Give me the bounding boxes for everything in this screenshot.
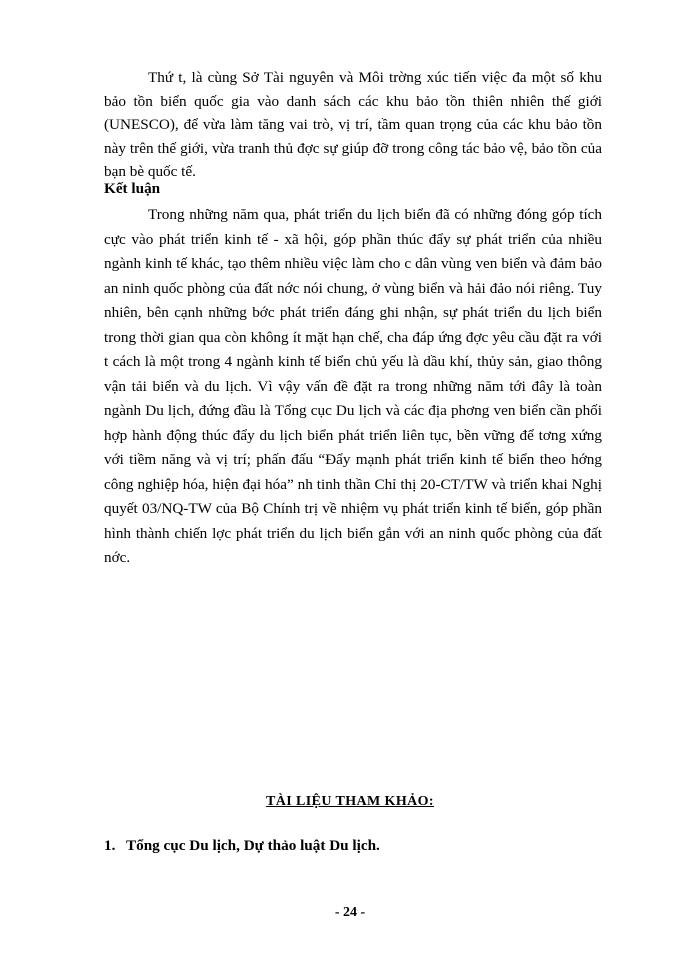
page-number: - 24 - bbox=[334, 905, 366, 920]
paragraph-conclusion: Trong những năm qua, phát triển du lịch biển đã có những đóng góp tích cực vào phát triển kinh tế - xã hội, góp phần thúc đẩy sự phát triển của nhiều ngành kinh tế khác, tạo thêm nhiều việc làm cho c dân vùng ven biển và đảm bảo an ninh quốc phòng của đất nớc nói chung, ở vùng biển và hải đảo nói riêng. Tuy nhiên, bên cạnh những bớc phát triển đáng ghi nhận, sự phát triển du lịch biển trong thời gian qua còn không ít mặt hạn chế, cha đáp ứng đợc yêu cầu đặt ra với t cách là một trong 4 ngành kinh tế biển chủ yếu là dầu khí, thủy sản, giao thông vận tải biển và du lịch. Vì vậy vấn đề đặt ra trong những năm tới đây là toàn ngành Du lịch, đứng đầu là Tổng cục Du lịch và các địa phơng ven biển cần phối hợp hành động thúc đẩy du lịch biển phát triển liên tục, bền vững để tơng xứng với tiềm năng và vị trí; phấn đấu “Đẩy mạnh phát triển kinh tế biển theo hớng công nghiệp hóa, hiện đại hóa” nh tinh thần Chỉ thị 20-CT/TW và triển khai Nghị quyết 03/NQ-TW của Bộ Chính trị về nhiệm vụ phát triển kinh tế biển, góp phần hình thành chiến lợc phát triển du lịch biển gắn với an ninh quốc phòng của đất nớc. bbox=[104, 206, 602, 566]
references-title-text: TÀI LIỆU THAM KHẢO: bbox=[266, 794, 434, 809]
paragraph-unesco-preservation: Thứ t, là cùng Sở Tài nguyên và Môi trờng xúc tiến việc đa một số khu bảo tồn biển quốc gia vào danh sách các khu bảo tồn thiên nhiên thế giới (UNESCO), để vừa làm tăng vai trò, vị trí, tầm quan trọng của các khu bảo tồn này trên thế giới, vừa tranh thủ đợc sự giúp đỡ trong công tác bảo vệ, bảo tồn của bạn bè quốc tế. bbox=[104, 69, 602, 181]
references-title bbox=[0, 794, 700, 810]
reference-text: Tổng cục Du lịch, Dự thảo luật Du lịch. bbox=[126, 837, 380, 854]
reference-number: 1. bbox=[104, 837, 116, 854]
reference-item bbox=[104, 837, 380, 855]
conclusion-heading: Kết luận bbox=[104, 180, 161, 197]
